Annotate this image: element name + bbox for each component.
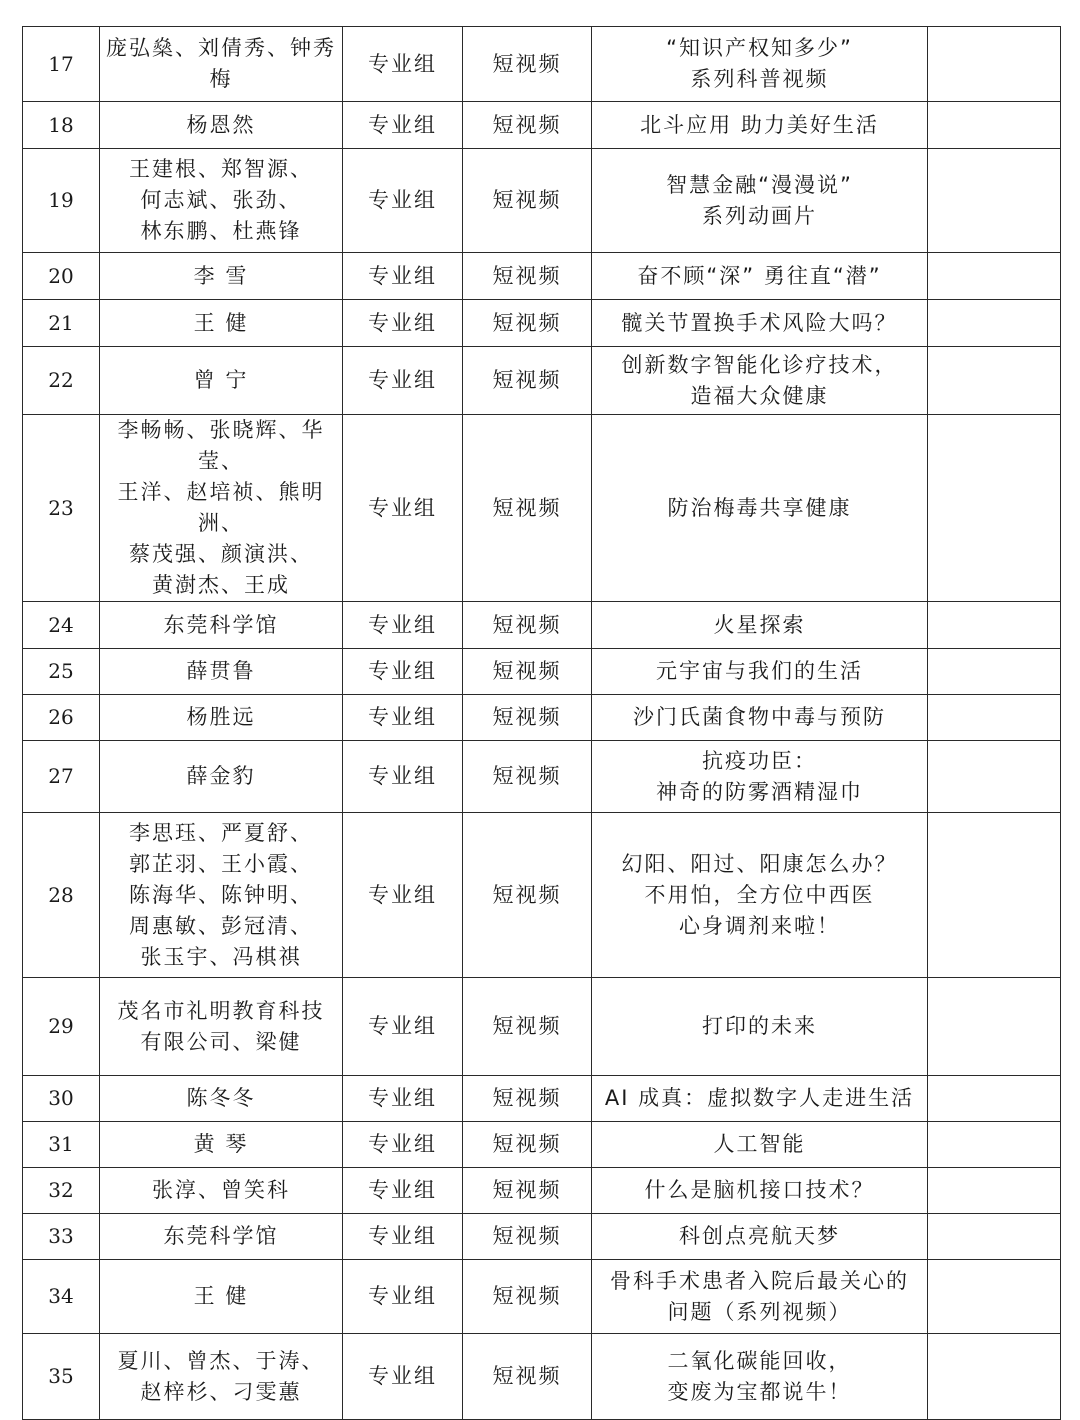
cell-remarks <box>928 27 1061 102</box>
table-row <box>23 300 1061 347</box>
cell-category: 短视频 <box>463 149 592 253</box>
cell-authors: 薛金豹 <box>100 741 343 813</box>
cell-remarks <box>928 1168 1061 1214</box>
table-row <box>23 1122 1061 1168</box>
cell-remarks <box>928 415 1061 602</box>
cell-number: 18 <box>23 102 100 149</box>
cell-category: 短视频 <box>463 347 592 415</box>
cell-remarks <box>928 149 1061 253</box>
cell-category: 短视频 <box>463 978 592 1076</box>
table-row <box>23 1260 1061 1334</box>
cell-number: 21 <box>23 300 100 347</box>
cell-group: 专业组 <box>343 1122 463 1168</box>
cell-group: 专业组 <box>343 149 463 253</box>
table-row <box>23 978 1061 1076</box>
cell-authors: 夏川、曾杰、于涛、 赵梓杉、刁雯蕙 <box>100 1334 343 1420</box>
cell-remarks <box>928 602 1061 649</box>
cell-authors: 曾 宁 <box>100 347 343 415</box>
cell-number: 25 <box>23 649 100 695</box>
cell-title: 创新数字智能化诊疗技术， 造福大众健康 <box>592 347 928 415</box>
cell-category: 短视频 <box>463 813 592 978</box>
cell-remarks <box>928 813 1061 978</box>
cell-group: 专业组 <box>343 415 463 602</box>
cell-category: 短视频 <box>463 1122 592 1168</box>
cell-number: 27 <box>23 741 100 813</box>
cell-title: 二氧化碳能回收， 变废为宝都说牛！ <box>592 1334 928 1420</box>
table-row <box>23 1214 1061 1260</box>
cell-remarks <box>928 1214 1061 1260</box>
cell-authors: 黄 琴 <box>100 1122 343 1168</box>
cell-category: 短视频 <box>463 741 592 813</box>
cell-title: 科创点亮航天梦 <box>592 1214 928 1260</box>
table-row <box>23 27 1061 102</box>
cell-title: 什么是脑机接口技术？ <box>592 1168 928 1214</box>
cell-authors: 杨恩然 <box>100 102 343 149</box>
cell-group: 专业组 <box>343 1076 463 1122</box>
cell-title: 打印的未来 <box>592 978 928 1076</box>
cell-group: 专业组 <box>343 27 463 102</box>
cell-remarks <box>928 978 1061 1076</box>
table-row <box>23 741 1061 813</box>
cell-group: 专业组 <box>343 649 463 695</box>
cell-group: 专业组 <box>343 102 463 149</box>
cell-remarks <box>928 1260 1061 1334</box>
cell-number: 23 <box>23 415 100 602</box>
cell-remarks <box>928 695 1061 741</box>
cell-remarks <box>928 649 1061 695</box>
table-row <box>23 649 1061 695</box>
cell-authors: 茂名市礼明教育科技 有限公司、梁健 <box>100 978 343 1076</box>
table-row <box>23 347 1061 415</box>
cell-number: 31 <box>23 1122 100 1168</box>
cell-number: 19 <box>23 149 100 253</box>
table-row <box>23 1076 1061 1122</box>
cell-remarks <box>928 347 1061 415</box>
table-row <box>23 1334 1061 1420</box>
cell-category: 短视频 <box>463 253 592 300</box>
cell-title: 沙门氏菌食物中毒与预防 <box>592 695 928 741</box>
cell-authors: 陈冬冬 <box>100 1076 343 1122</box>
cell-number: 24 <box>23 602 100 649</box>
cell-category: 短视频 <box>463 1168 592 1214</box>
cell-number: 26 <box>23 695 100 741</box>
cell-authors: 王 健 <box>100 300 343 347</box>
cell-number: 33 <box>23 1214 100 1260</box>
cell-authors: 东莞科学馆 <box>100 602 343 649</box>
cell-authors: 李思珏、严夏舒、 郭芷羽、王小霞、 陈海华、陈钟明、 周惠敏、彭冠清、 张玉宇、冯棋祺 <box>100 813 343 978</box>
cell-title: 火星探索 <box>592 602 928 649</box>
table-row <box>23 813 1061 978</box>
cell-group: 专业组 <box>343 741 463 813</box>
table-row <box>23 602 1061 649</box>
cell-title: 抗疫功臣： 神奇的防雾酒精湿巾 <box>592 741 928 813</box>
cell-category: 短视频 <box>463 1076 592 1122</box>
cell-title: AI 成真：虚拟数字人走进生活 <box>592 1076 928 1122</box>
cell-title: 奋不顾“深” 勇往直“潜” <box>592 253 928 300</box>
cell-authors: 王 健 <box>100 1260 343 1334</box>
cell-category: 短视频 <box>463 602 592 649</box>
cell-category: 短视频 <box>463 415 592 602</box>
cell-authors: 张淳、曾笑科 <box>100 1168 343 1214</box>
cell-title: 髋关节置换手术风险大吗？ <box>592 300 928 347</box>
cell-remarks <box>928 741 1061 813</box>
cell-group: 专业组 <box>343 300 463 347</box>
cell-authors: 东莞科学馆 <box>100 1214 343 1260</box>
cell-remarks <box>928 1122 1061 1168</box>
cell-number: 20 <box>23 253 100 300</box>
cell-remarks <box>928 253 1061 300</box>
cell-number: 17 <box>23 27 100 102</box>
cell-group: 专业组 <box>343 1260 463 1334</box>
cell-number: 22 <box>23 347 100 415</box>
cell-group: 专业组 <box>343 1168 463 1214</box>
cell-remarks <box>928 102 1061 149</box>
cell-group: 专业组 <box>343 813 463 978</box>
cell-number: 28 <box>23 813 100 978</box>
cell-number: 32 <box>23 1168 100 1214</box>
cell-title: 北斗应用 助力美好生活 <box>592 102 928 149</box>
cell-group: 专业组 <box>343 602 463 649</box>
table-row <box>23 415 1061 602</box>
cell-group: 专业组 <box>343 1214 463 1260</box>
cell-title: 元宇宙与我们的生活 <box>592 649 928 695</box>
cell-category: 短视频 <box>463 27 592 102</box>
cell-category: 短视频 <box>463 1260 592 1334</box>
cell-category: 短视频 <box>463 300 592 347</box>
table-row <box>23 149 1061 253</box>
table-row <box>23 102 1061 149</box>
cell-group: 专业组 <box>343 253 463 300</box>
cell-remarks <box>928 1334 1061 1420</box>
cell-authors: 李 雪 <box>100 253 343 300</box>
cell-number: 30 <box>23 1076 100 1122</box>
cell-group: 专业组 <box>343 695 463 741</box>
cell-category: 短视频 <box>463 649 592 695</box>
cell-title: 幻阳、阳过、阳康怎么办？ 不用怕，全方位中西医 心身调剂来啦！ <box>592 813 928 978</box>
cell-authors: 薛贯鲁 <box>100 649 343 695</box>
cell-authors: 庞弘燊、刘倩秀、钟秀梅 <box>100 27 343 102</box>
table-row <box>23 1168 1061 1214</box>
cell-group: 专业组 <box>343 1334 463 1420</box>
table-row <box>23 695 1061 741</box>
cell-title: “知识产权知多少” 系列科普视频 <box>592 27 928 102</box>
award-list-table <box>22 26 1061 1420</box>
cell-number: 29 <box>23 978 100 1076</box>
cell-number: 34 <box>23 1260 100 1334</box>
cell-title: 智慧金融“漫漫说” 系列动画片 <box>592 149 928 253</box>
cell-category: 短视频 <box>463 102 592 149</box>
cell-remarks <box>928 300 1061 347</box>
cell-group: 专业组 <box>343 978 463 1076</box>
cell-number: 35 <box>23 1334 100 1420</box>
cell-title: 骨科手术患者入院后最关心的 问题（系列视频） <box>592 1260 928 1334</box>
cell-category: 短视频 <box>463 1334 592 1420</box>
cell-remarks <box>928 1076 1061 1122</box>
cell-authors: 王建根、郑智源、 何志斌、张劲、 林东鹏、杜燕锋 <box>100 149 343 253</box>
cell-authors: 李畅畅、张晓辉、华莹、 王洋、赵培祯、熊明洲、 蔡茂强、颜演洪、 黄澍杰、王成 <box>100 415 343 602</box>
cell-title: 人工智能 <box>592 1122 928 1168</box>
table-body <box>23 27 1061 1420</box>
cell-category: 短视频 <box>463 1214 592 1260</box>
cell-group: 专业组 <box>343 347 463 415</box>
cell-authors: 杨胜远 <box>100 695 343 741</box>
cell-title: 防治梅毒共享健康 <box>592 415 928 602</box>
cell-category: 短视频 <box>463 695 592 741</box>
table-row <box>23 253 1061 300</box>
